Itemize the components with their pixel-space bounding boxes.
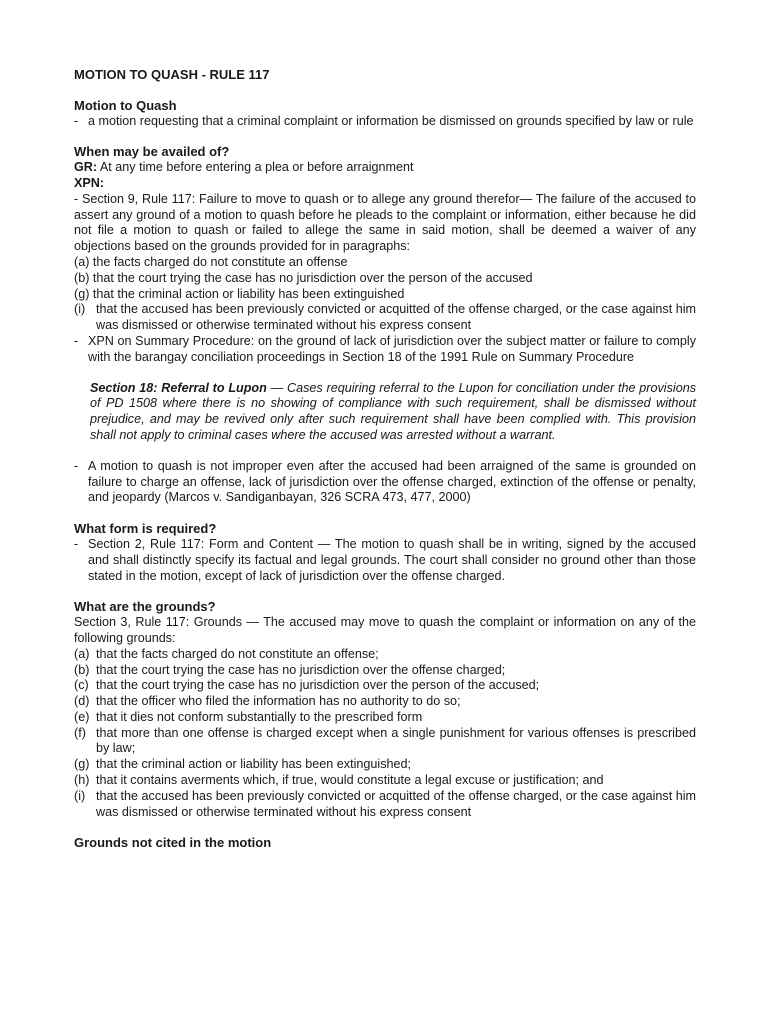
waiver-paragraph-text: that the accused has been previously convicted or acquitted of the offense charged, or the case against him was dismissed or otherwise terminated without his express consent — [96, 302, 696, 333]
ground-text: that it dies not conform substantially to the prescribed form — [96, 709, 423, 724]
ground-marker: (f) — [74, 725, 86, 740]
ground-item — [74, 789, 696, 821]
document-body — [74, 67, 696, 851]
gr-label: GR: — [74, 160, 98, 175]
grounds-intro: Section 3, Rule 117: Grounds — The accused may move to quash the complaint or information on any of the following grounds: — [74, 615, 696, 645]
ground-marker: (b) — [74, 662, 90, 677]
grounds-list — [74, 647, 696, 821]
ground-text: that the court trying the case has no jurisdiction over the person of the accused; — [96, 678, 540, 693]
waiver-paragraph-item — [74, 287, 696, 303]
waiver-paragraph-text: (g) that the criminal action or liability has been extinguished — [74, 286, 405, 301]
ground-item — [74, 726, 696, 758]
section18-title: Section 18: Referral to Lupon — [90, 380, 267, 395]
ground-text: that the court trying the case has no jurisdiction over the offense charged; — [96, 662, 506, 677]
waiver-paragraph-text: (b) that the court trying the case has no jurisdiction over the person of the accused — [74, 270, 533, 285]
waiver-paragraph-text: (a) the facts charged do not constitute an offense — [74, 254, 348, 269]
form-text: Section 2, Rule 117: Form and Content — The motion to quash shall be in writing, signed by the accused and shall distinctly specify its factual and legal grounds. The court shall consider no ground other than those stated in the motion, except of lack of jurisdiction over the offense charged. — [88, 536, 696, 583]
gr-line — [74, 160, 696, 176]
ground-marker: (d) — [74, 694, 90, 709]
waiver-paragraph-marker: (i) — [74, 302, 86, 317]
ground-text: that the facts charged do not constitute an offense; — [96, 646, 379, 661]
not-improper-item — [74, 459, 696, 506]
section18-quote — [90, 381, 696, 444]
ground-text: that the accused has been previously convicted or acquitted of the offense charged, or the case against him was dismissed or otherwise terminated without his express consent — [96, 788, 696, 819]
document-title: MOTION TO QUASH - RULE 117 — [74, 67, 270, 82]
heading-motion-to-quash: Motion to Quash — [74, 97, 177, 113]
heading-grounds: What are the grounds? — [74, 599, 216, 615]
summary-xpn-text: XPN on Summary Procedure: on the ground of lack of jurisdiction over the subject matter or failure to comply with the barangay conciliation proceedings in Section 18 of the 1991 Rule on Summary Procedure — [88, 333, 696, 364]
dash-marker: - — [74, 458, 79, 473]
ground-marker: (e) — [74, 709, 90, 724]
dash-marker: - — [74, 333, 79, 348]
waiver-paragraph-list — [74, 255, 696, 334]
ground-item — [74, 678, 696, 694]
waiver-paragraph-item — [74, 302, 696, 334]
ground-text: that it contains averments which, if true, would constitute a legal excuse or justification; and — [96, 773, 604, 788]
dash-marker: - — [74, 536, 79, 551]
ground-marker: (i) — [74, 788, 86, 803]
ground-item — [74, 647, 696, 663]
gr-text: At any time before entering a plea or before arraignment — [99, 160, 414, 175]
heading-when-availed: When may be availed of? — [74, 144, 230, 160]
definition-text: a motion requesting that a criminal complaint or information be dismissed on grounds specified by law or rule — [88, 113, 694, 128]
xpn-label: XPN: — [74, 175, 105, 190]
definition-item — [74, 114, 696, 130]
form-item — [74, 537, 696, 584]
ground-item — [74, 773, 696, 789]
section9-paragraph: - Section 9, Rule 117: Failure to move to quash or to allege any ground therefor— The failure of the accused to assert any ground of a motion to quash before he pleads to the complaint or information, either because he did not file a motion to quash or failed to allege the same in said motion, shall be deemed a waiver of any objections based on the grounds provided for in paragraphs: — [74, 191, 696, 254]
heading-form-required: What form is required? — [74, 521, 217, 537]
ground-item — [74, 694, 696, 710]
ground-marker: (h) — [74, 773, 90, 788]
ground-marker: (g) — [74, 757, 90, 772]
waiver-paragraph-item — [74, 255, 696, 271]
ground-text: that the officer who filed the information has no authority to do so; — [96, 694, 461, 709]
ground-marker: (c) — [74, 678, 89, 693]
dash-marker: - — [74, 113, 79, 128]
ground-text: that the criminal action or liability has been extinguished; — [96, 757, 412, 772]
heading-not-cited: Grounds not cited in the motion — [74, 835, 272, 851]
waiver-paragraph-item — [74, 271, 696, 287]
ground-marker: (a) — [74, 646, 90, 661]
ground-item — [74, 663, 696, 679]
ground-item — [74, 710, 696, 726]
section18-text: — Cases requiring referral to the Lupon for conciliation under the provisions of PD 1508 where there is no showing of compliance with such requirement, shall be dismissed without prejudice, and may be revived only after such requirement shall have been complied with. This provision shall not apply to criminal cases where the accused was arrested without a warrant. — [90, 380, 696, 442]
not-improper-text: A motion to quash is not improper even after the accused had been arraigned of the same is grounded on failure to charge an offense, lack of jurisdiction over the offense charged, extinction of the offense or penalty, and jeopardy (Marcos v. Sandiganbayan, 326 SCRA 473, 477, 2000) — [88, 458, 696, 505]
ground-text: that more than one offense is charged except when a single punishment for various offenses is prescribed by law; — [96, 725, 696, 756]
summary-xpn-item — [74, 334, 696, 366]
ground-item — [74, 757, 696, 773]
